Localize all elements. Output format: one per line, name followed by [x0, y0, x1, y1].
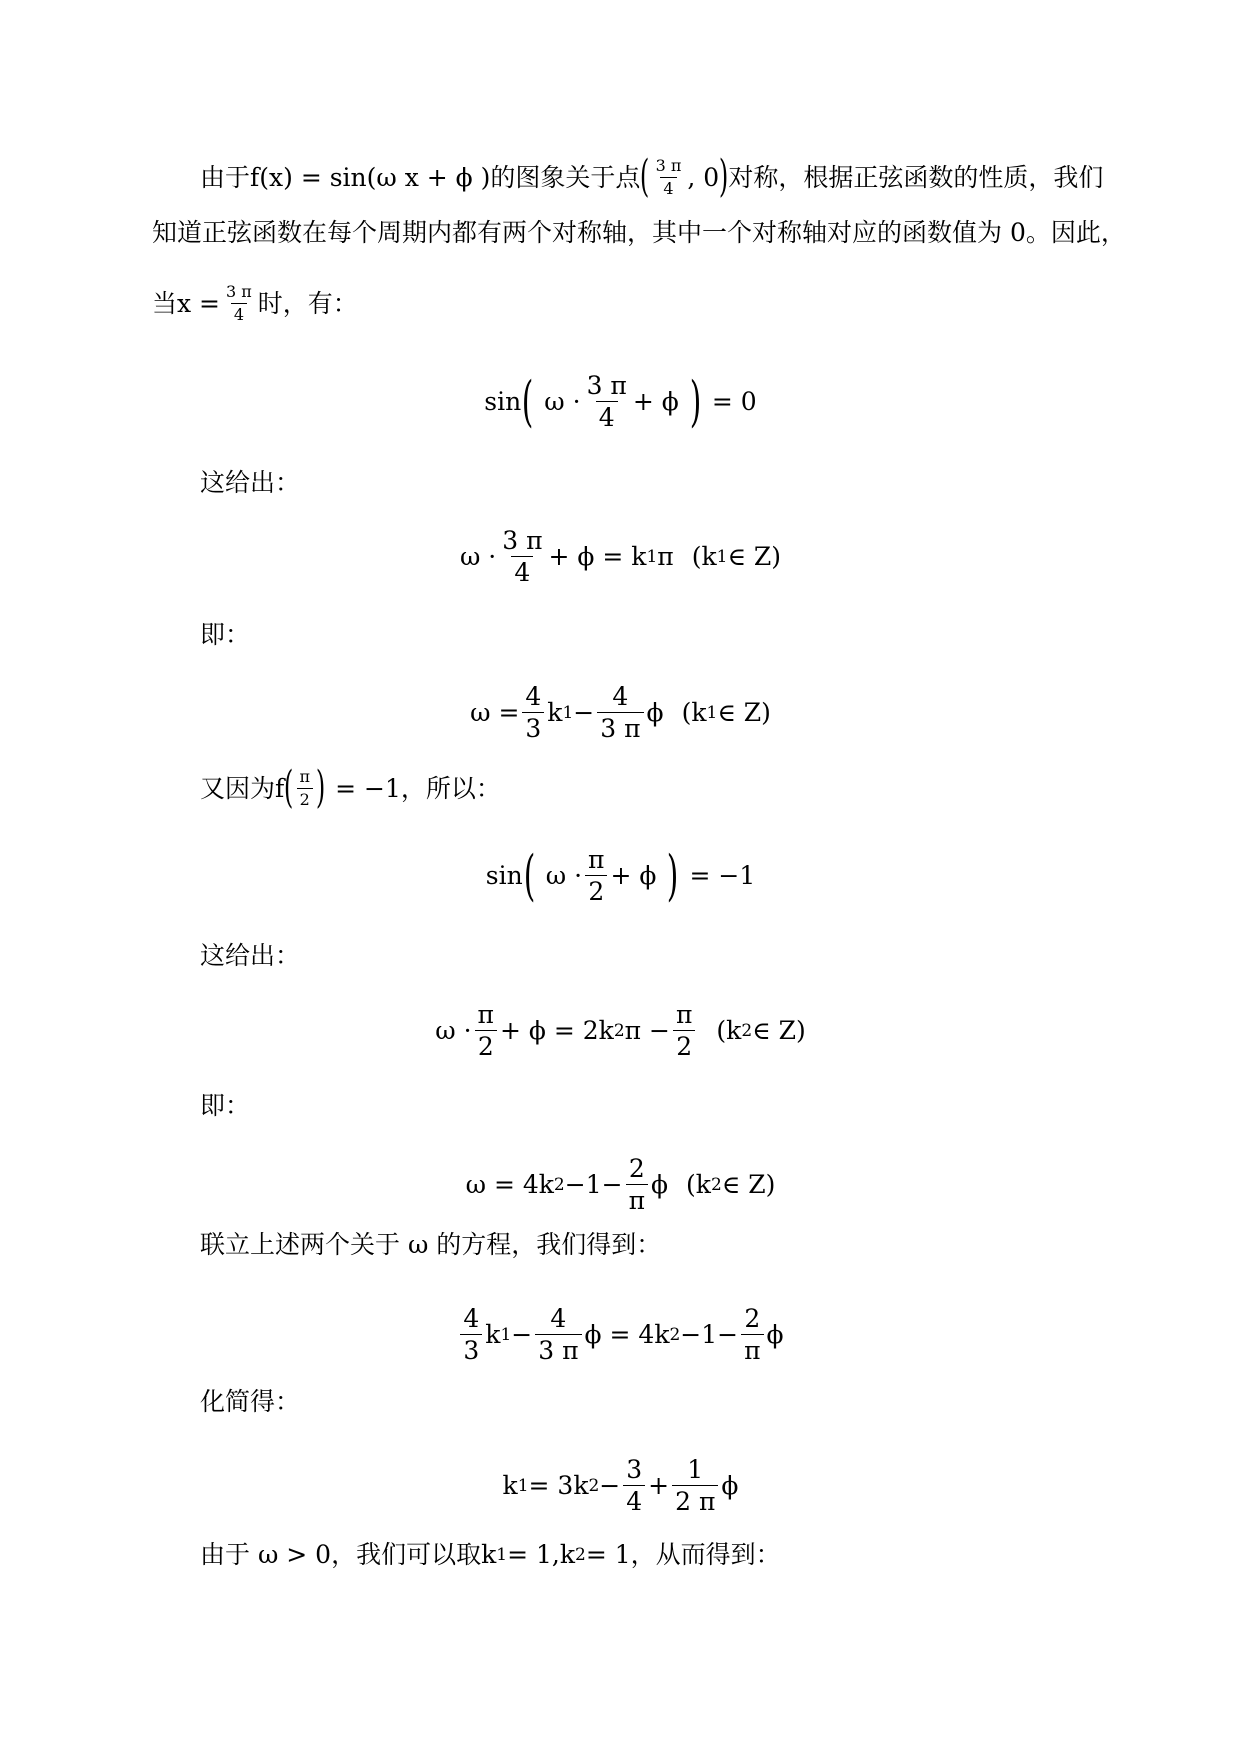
math: ϕ	[646, 698, 664, 727]
math: + ϕ	[632, 387, 679, 416]
text: 化简得：	[200, 1387, 301, 1416]
math: k	[502, 1471, 518, 1500]
math: ϕ	[651, 1170, 669, 1199]
text: 当	[152, 289, 178, 318]
math: + ϕ	[610, 861, 657, 890]
math: ω ·	[545, 861, 583, 890]
paragraph-gives-2	[200, 943, 300, 968]
numerator: π	[588, 845, 605, 874]
denominator: 2 π	[672, 1485, 718, 1514]
math: −	[511, 1320, 533, 1349]
text: 这给出：	[200, 941, 301, 970]
text: 的图象关于点	[490, 162, 641, 192]
math: −	[599, 1471, 621, 1500]
paragraph-3	[152, 284, 358, 323]
math: ϕ	[721, 1471, 739, 1500]
numerator: π	[477, 1000, 494, 1029]
fraction	[623, 1457, 645, 1514]
math: f	[275, 773, 285, 803]
right-paren: )	[315, 762, 326, 813]
fraction	[584, 373, 630, 430]
math: + ϕ = k	[548, 542, 647, 571]
denominator: π	[626, 1184, 648, 1213]
text: 联立上述两个关于 ω 的方程，我们得到：	[200, 1230, 662, 1259]
condition: (k	[681, 698, 707, 727]
left-paren: (	[284, 762, 294, 813]
fraction	[672, 1457, 718, 1514]
paragraph-combine	[200, 1232, 661, 1257]
math: π −	[624, 1016, 670, 1045]
right-paren: )	[689, 369, 702, 433]
math: = 0	[711, 387, 757, 416]
text: = −1，所以：	[335, 773, 501, 803]
math-x: x =	[177, 289, 221, 318]
paragraph-2	[152, 220, 1126, 245]
math: ω ·	[459, 542, 497, 571]
fraction	[535, 1306, 581, 1363]
paragraph-also	[200, 762, 501, 813]
denominator: 4	[511, 556, 533, 585]
equation-8: k 1 = 3k 2 − $\frac{3}{4}$ + $\frac{1}{2 \pi}$ ϕ	[502, 1455, 739, 1516]
fraction	[653, 155, 685, 198]
fraction	[296, 766, 313, 809]
denominator: 3 π	[535, 1334, 581, 1363]
condition: ∈ Z)	[717, 698, 771, 727]
fraction	[522, 684, 544, 741]
math: −	[573, 698, 595, 727]
condition: (k	[686, 1170, 711, 1199]
sin: sin	[484, 387, 522, 416]
fraction	[223, 284, 255, 323]
equation-4	[0, 843, 1241, 907]
denominator: 3	[460, 1334, 482, 1363]
denominator: 2	[475, 1030, 497, 1059]
equation-7: $\frac{4}{3}$ k 1 − $\frac{4}{3 \pi}$ ϕ = 4k 2 −1− $\frac{2}{\pi}$ ϕ	[0, 1306, 1241, 1363]
math: ω =	[470, 698, 520, 727]
right-paren: )	[719, 151, 729, 202]
text: 由于 ω > 0，我们可以取	[200, 1540, 482, 1569]
math: + ϕ = 2k	[499, 1016, 614, 1045]
numerator: 2	[628, 1154, 645, 1183]
text: 由于	[200, 162, 251, 192]
fraction	[460, 1306, 482, 1363]
fraction	[597, 684, 643, 741]
text: 对称，根据正弦函数的性质，我们	[728, 162, 1104, 192]
fraction	[585, 847, 607, 904]
math: ω = 4k	[465, 1170, 554, 1199]
fraction	[673, 1002, 695, 1059]
math: ϕ	[766, 1320, 784, 1349]
denominator: 3 π	[597, 712, 643, 741]
math: = 3k	[528, 1471, 589, 1500]
math: −1−	[680, 1320, 739, 1349]
condition: (k	[716, 1016, 742, 1045]
math: +	[648, 1471, 670, 1500]
text: = 1，从而得到：	[585, 1540, 781, 1569]
numerator: 2	[744, 1304, 761, 1333]
left-paren: (	[640, 151, 650, 202]
denominator: 4	[231, 303, 247, 323]
numerator: π	[299, 766, 310, 786]
equation-3: ω = $\frac{4}{3}$ k 1 − $\frac{4}{3 \pi}$ ϕ (k 1 ∈ Z)	[470, 682, 771, 743]
numerator: 3 π	[502, 526, 543, 555]
denominator: 4	[660, 177, 676, 197]
numerator: 1	[687, 1455, 704, 1484]
numerator: 4	[612, 682, 629, 711]
paragraph-ie-1	[200, 622, 250, 647]
text: = 1,	[507, 1540, 560, 1569]
denominator: 2	[297, 788, 313, 808]
math: π	[657, 542, 674, 571]
text: 又因为	[200, 773, 276, 803]
text: 时，有：	[257, 289, 358, 318]
numerator: 4	[463, 1304, 480, 1333]
sin: sin	[485, 861, 523, 890]
math: k	[481, 1540, 497, 1569]
fraction	[475, 1002, 497, 1059]
condition: ∈ Z)	[727, 542, 782, 571]
numerator: 4	[550, 1304, 567, 1333]
condition: (k	[691, 542, 717, 571]
equation-1	[0, 369, 1241, 433]
function-expr: f(x) = sin(ω x + ϕ )	[250, 162, 491, 192]
denominator: 4	[596, 401, 618, 430]
denominator: π	[741, 1334, 763, 1363]
math: ϕ = 4k	[584, 1320, 670, 1349]
paragraph-ie-2	[200, 1093, 250, 1118]
equation-6: ω = 4k 2 −1− $\frac{2}{\pi}$ ϕ (k 2 ∈ Z)	[465, 1154, 776, 1215]
denominator: 2	[673, 1030, 695, 1059]
left-paren: (	[521, 369, 534, 433]
equation-2: ω · $\frac{3 \pi}{4}$ + ϕ = k 1 π (k 1 ∈ Z)	[459, 526, 782, 587]
text: , 0	[687, 162, 720, 192]
numerator: 3 π	[655, 155, 682, 175]
left-paren: (	[523, 843, 536, 907]
numerator: 3	[626, 1455, 643, 1484]
condition: ∈ Z)	[752, 1016, 806, 1045]
denominator: 2	[585, 875, 607, 904]
text: 这给出：	[200, 468, 301, 497]
paragraph-gives-1	[200, 470, 300, 495]
math: k	[485, 1320, 501, 1349]
right-paren: )	[667, 843, 679, 907]
equation-5: ω · $\frac{\pi}{2}$ + ϕ = 2k 2 π − $\frac{\pi}{2}$ (k 2 ∈ Z)	[435, 1000, 806, 1061]
numerator: 4	[525, 682, 542, 711]
text: 即：	[200, 1091, 251, 1120]
math: ω ·	[435, 1016, 472, 1045]
math: k	[559, 1540, 575, 1569]
paragraph-simplify	[200, 1389, 300, 1414]
numerator: 3 π	[226, 282, 252, 301]
numerator: π	[675, 1000, 693, 1029]
text: 即：	[200, 620, 251, 649]
math: = −1	[689, 861, 756, 890]
condition: ∈ Z)	[721, 1170, 776, 1199]
numerator: 3 π	[586, 371, 627, 400]
denominator: 3	[522, 712, 544, 741]
denominator: 4	[623, 1485, 645, 1514]
paragraph-1	[200, 151, 1104, 202]
text: 知道正弦函数在每个周期内都有两个对称轴，其中一个对称轴对应的函数值为 0。因此，	[152, 218, 1126, 247]
fraction	[499, 528, 545, 585]
math: ω ·	[544, 387, 581, 416]
fraction	[741, 1306, 763, 1363]
math: k	[547, 698, 563, 727]
fraction	[626, 1156, 648, 1213]
math: −1−	[564, 1170, 623, 1199]
paragraph-last: 由于 ω > 0，我们可以取 k 1 = 1, k 2 = 1，从而得到：	[200, 1540, 781, 1569]
